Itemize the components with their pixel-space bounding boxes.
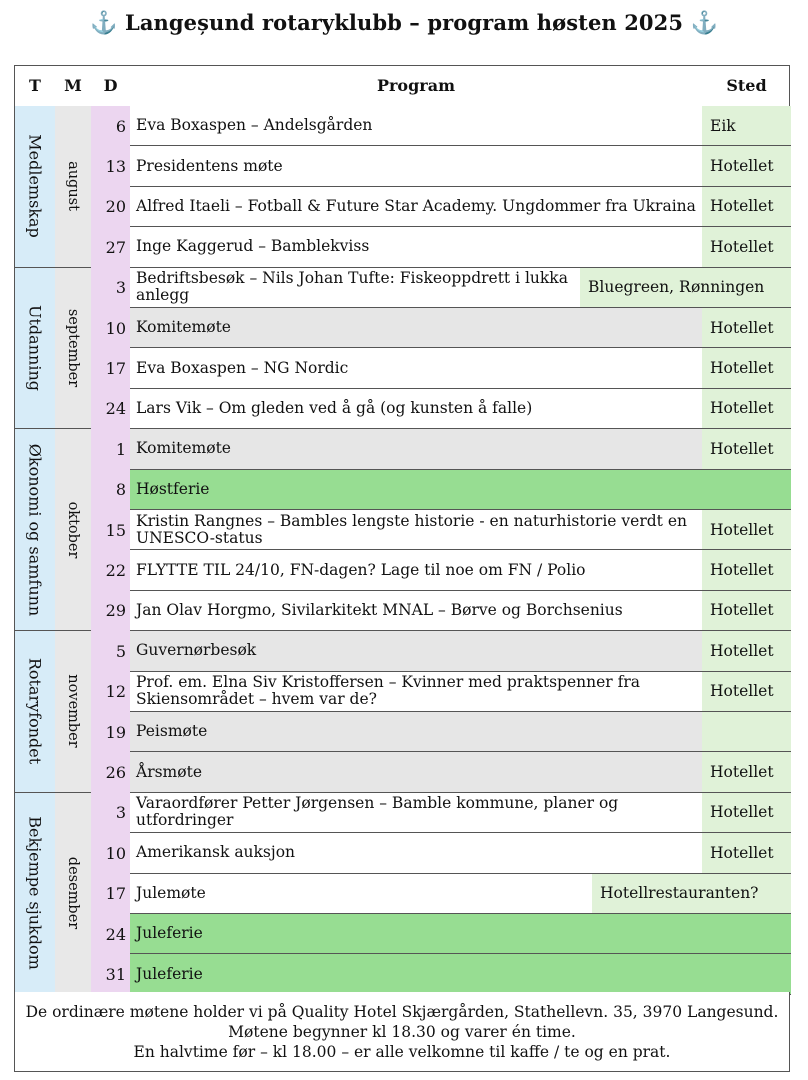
program-cell: Amerikansk auksjon [130,833,702,873]
header-t: T [29,76,41,95]
sted-cell: Hotellet [702,752,791,792]
title-text: Langeșund rotaryklubb – program høsten 2025 [124,10,684,35]
footer-line: De ordinære møtene holder vi på Quality Hotel Skjærgården, Stathellevn. 35, 3970 Langesund. [25,1003,779,1021]
program-cell: Inge Kaggerud – Bamblekviss [130,227,702,267]
table-row [91,187,791,227]
program-cell: Guvernørbesøk [130,631,702,671]
table-row [91,146,791,186]
table-row [91,510,791,550]
day-cell: 3 [91,268,130,308]
sted-cell: Hotellet [702,389,791,429]
header-program: Program [376,76,456,95]
sted-cell: Hotellet [702,631,791,671]
theme-label: Utdanning [25,304,45,391]
theme-label: Rotaryfondet [25,658,45,765]
month-label: desember [65,857,81,930]
sted-cell: Hotellet [702,672,791,712]
day-cell: 17 [91,348,130,388]
month-cell [55,429,91,631]
month-cell [55,631,91,793]
program-cell: Alfred Itaeli – Fotball & Future Star Academy. Ungdommer fra Ukraina [130,187,702,227]
program-cell: Juleferie [130,954,791,994]
header-sted: Sted [726,76,767,95]
theme-cell [15,631,55,793]
program-cell: Peismøte [130,712,702,752]
table-row [91,752,791,792]
day-cell: 20 [91,187,130,227]
day-cell: 10 [91,833,130,873]
table-row [91,308,791,348]
day-cell: 27 [91,227,130,267]
theme-cell [15,268,55,430]
sted-cell: Hotellet [702,591,791,631]
theme-cell [15,106,55,268]
program-cell: Juleferie [130,914,791,954]
month-label: september [65,308,81,388]
sted-cell: Hotellet [702,227,791,267]
day-cell: 13 [91,146,130,186]
day-cell: 19 [91,712,130,752]
program-cell: Prof. em. Elna Siv Kristoffersen – Kvinner med praktspenner fra Skiensområdet – hvem var de? [130,672,702,712]
month-cell [55,106,91,268]
table-row [91,793,791,833]
program-cell: Varaordfører Petter Jørgensen – Bamble kommune, planer og utfordringer [130,793,702,833]
table-row [91,874,791,914]
table-row [91,631,791,671]
table-row [91,672,791,712]
table-row [91,712,791,752]
day-cell: 3 [91,793,130,833]
program-cell: Eva Boxaspen – Andelsgården [130,106,702,146]
sted-cell: Hotellet [702,146,791,186]
program-cell: Komitemøte [130,308,702,348]
footer-note [14,992,790,1072]
program-table [14,65,790,992]
day-cell: 29 [91,591,130,631]
day-cell: 17 [91,874,130,914]
day-cell: 15 [91,510,130,550]
day-cell: 24 [91,389,130,429]
day-cell: 12 [91,672,130,712]
day-cell: 26 [91,752,130,792]
program-cell: Eva Boxaspen – NG Nordic [130,348,702,388]
table-row [91,429,791,469]
sted-cell [702,712,791,752]
table-row [91,348,791,388]
header-m: M [64,76,82,95]
day-cell: 10 [91,308,130,348]
sted-cell: Eik [702,106,791,146]
day-cell: 22 [91,550,130,590]
program-cell: Kristin Rangnes – Bambles lengste historie - en naturhistorie verdt en UNESCO-status [130,510,702,550]
sted-cell: Hotellet [702,429,791,469]
month-cell [55,268,91,430]
program-cell: Komitemøte [130,429,702,469]
table-row [91,227,791,267]
program-cell: Presidentens møte [130,146,702,186]
sted-cell: Hotellet [702,510,791,550]
sted-cell: Hotellet [702,550,791,590]
anchor-icon: ⚓ [90,11,118,36]
table-row [91,550,791,590]
anchor-icon: ⚓ [690,11,718,36]
month-label: oktober [65,501,81,559]
footer-line: En halvtime før – kl 18.00 – er alle velkomne til kaffe / te og en prat. [133,1043,671,1061]
sted-cell: Bluegreen, Rønningen [580,268,791,308]
table-row [91,389,791,429]
header-d: D [103,76,118,95]
program-cell: FLYTTE TIL 24/10, FN-dagen? Lage til noe om FN / Polio [130,550,702,590]
month-label: november [65,674,81,749]
month-label: august [65,161,81,212]
sted-cell: Hotellet [702,348,791,388]
day-cell: 1 [91,429,130,469]
table-header [15,66,789,107]
sted-cell: Hotellet [702,187,791,227]
day-cell: 31 [91,954,130,994]
theme-cell [15,793,55,995]
sted-cell: Hotellet [702,833,791,873]
sted-cell: Hotellet [702,308,791,348]
table-row [91,591,791,631]
table-row [91,268,791,308]
program-cell: Bedriftsbesøk – Nils Johan Tufte: Fiskeoppdrett i lukka anlegg [130,268,580,308]
theme-label: Medlemskap [25,134,45,239]
program-cell: Høstferie [130,470,791,510]
table-row [91,954,791,994]
table-row [91,106,791,146]
sted-cell: Hotellrestauranten? [592,874,791,914]
table-row [91,470,791,510]
program-cell: Årsmøte [130,752,702,792]
footer-line: Møtene begynner kl 18.30 og varer én time. [228,1023,576,1041]
program-cell: Julemøte [130,874,592,914]
theme-cell [15,429,55,631]
day-cell: 8 [91,470,130,510]
month-cell [55,793,91,995]
day-cell: 5 [91,631,130,671]
table-row [91,833,791,873]
program-cell: Lars Vik – Om gleden ved å gå (og kunsten å falle) [130,389,702,429]
table-row [91,914,791,954]
theme-label: Bekjempe sjukdom [25,816,45,971]
day-cell: 24 [91,914,130,954]
program-cell: Jan Olav Horgmo, Sivilarkitekt MNAL – Børve og Borchsenius [130,591,702,631]
day-cell: 6 [91,106,130,146]
theme-label: Økonomi og samfunn [25,443,45,616]
page-title [0,10,808,36]
sted-cell: Hotellet [702,793,791,833]
